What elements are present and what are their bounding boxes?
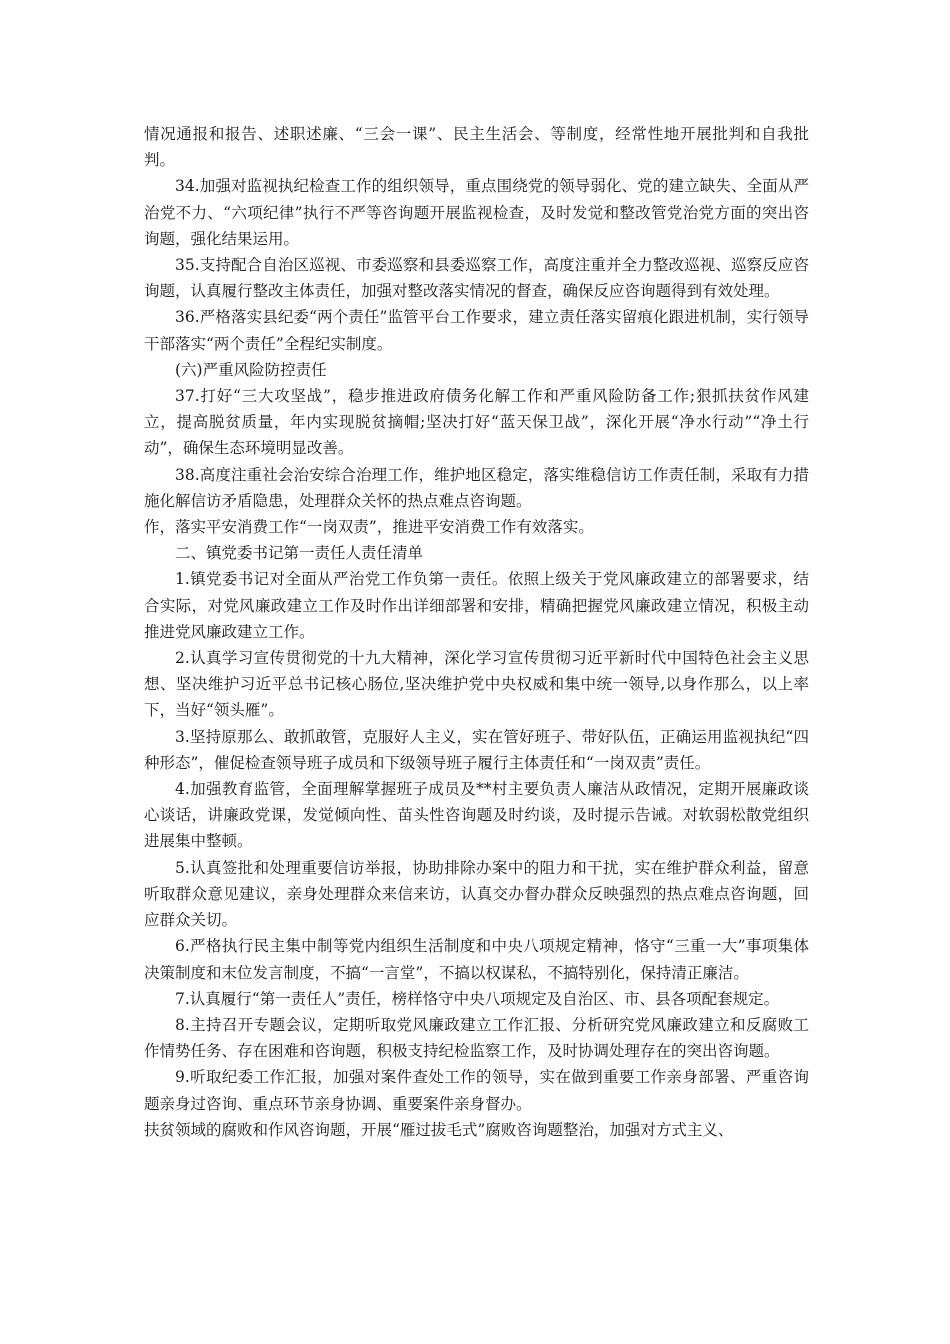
paragraph-item-5: 5.认真签批和处理重要信访举报，协助排除办案中的阻力和干扰，实在维护群众利益，留意听取群众意见建议，亲身处理群众来信来访，认真交办督办群众反映强烈的热点难点咨询题，回应群众关切。 <box>144 858 809 930</box>
paragraph-item-7: 7.认真履行“第一责任人”责任，榜样恪守中央八项规定及自治区、市、县各项配套规定。 <box>175 989 780 1008</box>
paragraph-item-3: 3.坚持原那么、敢抓敢管，克服好人主义，实在管好班子、带好队伍，正确运用监视执纪“四种形态”，催促检查领导班子成员和下级领导班子履行主体责任和“一岗双责”责任。 <box>144 727 809 772</box>
paragraph-item-9: 9.听取纪委工作汇报，加强对案件查处工作的领导，实在做到重要工作亲身部署、严重咨询题亲身过咨询、重点环节亲身协调、重要案件亲身督办。 <box>144 1068 809 1113</box>
paragraph-continuation: 情况通报和报告、述职述廉、“三会一课”、民主生活会、等制度，经常性地开展批判和自我批判。 <box>144 125 809 170</box>
paragraph-trailing-fragment: 扶贫领域的腐败和作风咨询题，开展“雁过拔毛式”腐败咨询题整治，加强对方式主义、 <box>144 1120 734 1139</box>
paragraph-item-4: 4.加强教育监管，全面理解掌握班子成员及**村主要负责人廉洁从政情况，定期开展廉政谈心谈话，讲廉政党课，发觉倾向性、苗头性咨询题及时约谈，及时提示告诫。对软弱松散党组织进展集中整顿。 <box>144 780 809 851</box>
paragraph-item-35: 35.支持配合自治区巡视、市委巡察和县委巡察工作，高度注重并全力整改巡视、巡察反应咨询题，认真履行整改主体责任，加强对整改落实情况的督查，确保反应咨询题得到有效处理。 <box>144 256 809 301</box>
paragraph-item-8: 8.主持召开专题会议，定期听取党风廉政建立工作汇报、分析研究党风廉政建立和反腐败工作情势任务、存在困难和咨询题，积极支持纪检监察工作，及时协调处理存在的突出咨询题。 <box>144 1015 809 1061</box>
paragraph-item-1: 1.镇党委书记对全面从严治党工作负第一责任。依照上级关于党风廉政建立的部署要求，结合实际，对党风廉政建立工作及时作出详细部署和安排，精确把握党风廉政建立情况，积极主动推进党风廉政建立工作。 <box>144 570 809 641</box>
paragraph-fragment: 作，落实平安消费工作“一岗双责”，推进平安消费工作有效落实。 <box>144 518 594 537</box>
paragraph-item-2: 2.认真学习宣传贯彻党的十九大精神，深化学习宣传贯彻习近平新时代中国特色社会主义思想、坚决维护习近平总书记核心肠位,坚决维护党中央权威和集中统一领导,以身作那么，以上率下，当好“领头雁”。 <box>144 649 809 720</box>
paragraph-item-6: 6.严格执行民主集中制等党内组织生活制度和中央八项规定精神，恪守“三重一大”事项集体决策制度和末位发言制度，不搞“一言堂”，不搞以权谋私，不搞特别化，保持清正廉洁。 <box>144 937 809 982</box>
paragraph-item-38: 38.高度注重社会治安综合治理工作，维护地区稳定，落实维稳信访工作责任制，采取有力措施化解信访矛盾隐患，处理群众关怀的热点难点咨询题。 <box>144 465 809 510</box>
paragraph-item-37: 37.打好“三大攻坚战”，稳步推进政府债务化解工作和严重风险防备工作;狠抓扶贫作风建立，提高脱贫质量，年内实现脱贫摘帽;坚决打好“蓝天保卫战”，深化开展“净水行动”“净土行动”，确保生态环境明显改善。 <box>144 387 809 458</box>
section-heading-risk-control: (六)严重风险防控责任 <box>175 360 327 379</box>
section-heading-first-responsible: 二、镇党委书记第一责任人责任清单 <box>175 544 424 563</box>
document-body <box>144 121 809 1143</box>
paragraph-item-36: 36.严格落实县纪委“两个责任”监管平台工作要求，建立责任落实留痕化跟进机制，实行领导干部落实“两个责任”全程纪实制度。 <box>144 308 809 353</box>
paragraph-item-34: 34.加强对监视执纪检查工作的组织领导，重点围绕党的领导弱化、党的建立缺失、全面从严治党不力、“六项纪律”执行不严等咨询题开展监视检查，及时发觉和整改管党治党方面的突出咨询题，强化结果运用。 <box>144 177 809 248</box>
